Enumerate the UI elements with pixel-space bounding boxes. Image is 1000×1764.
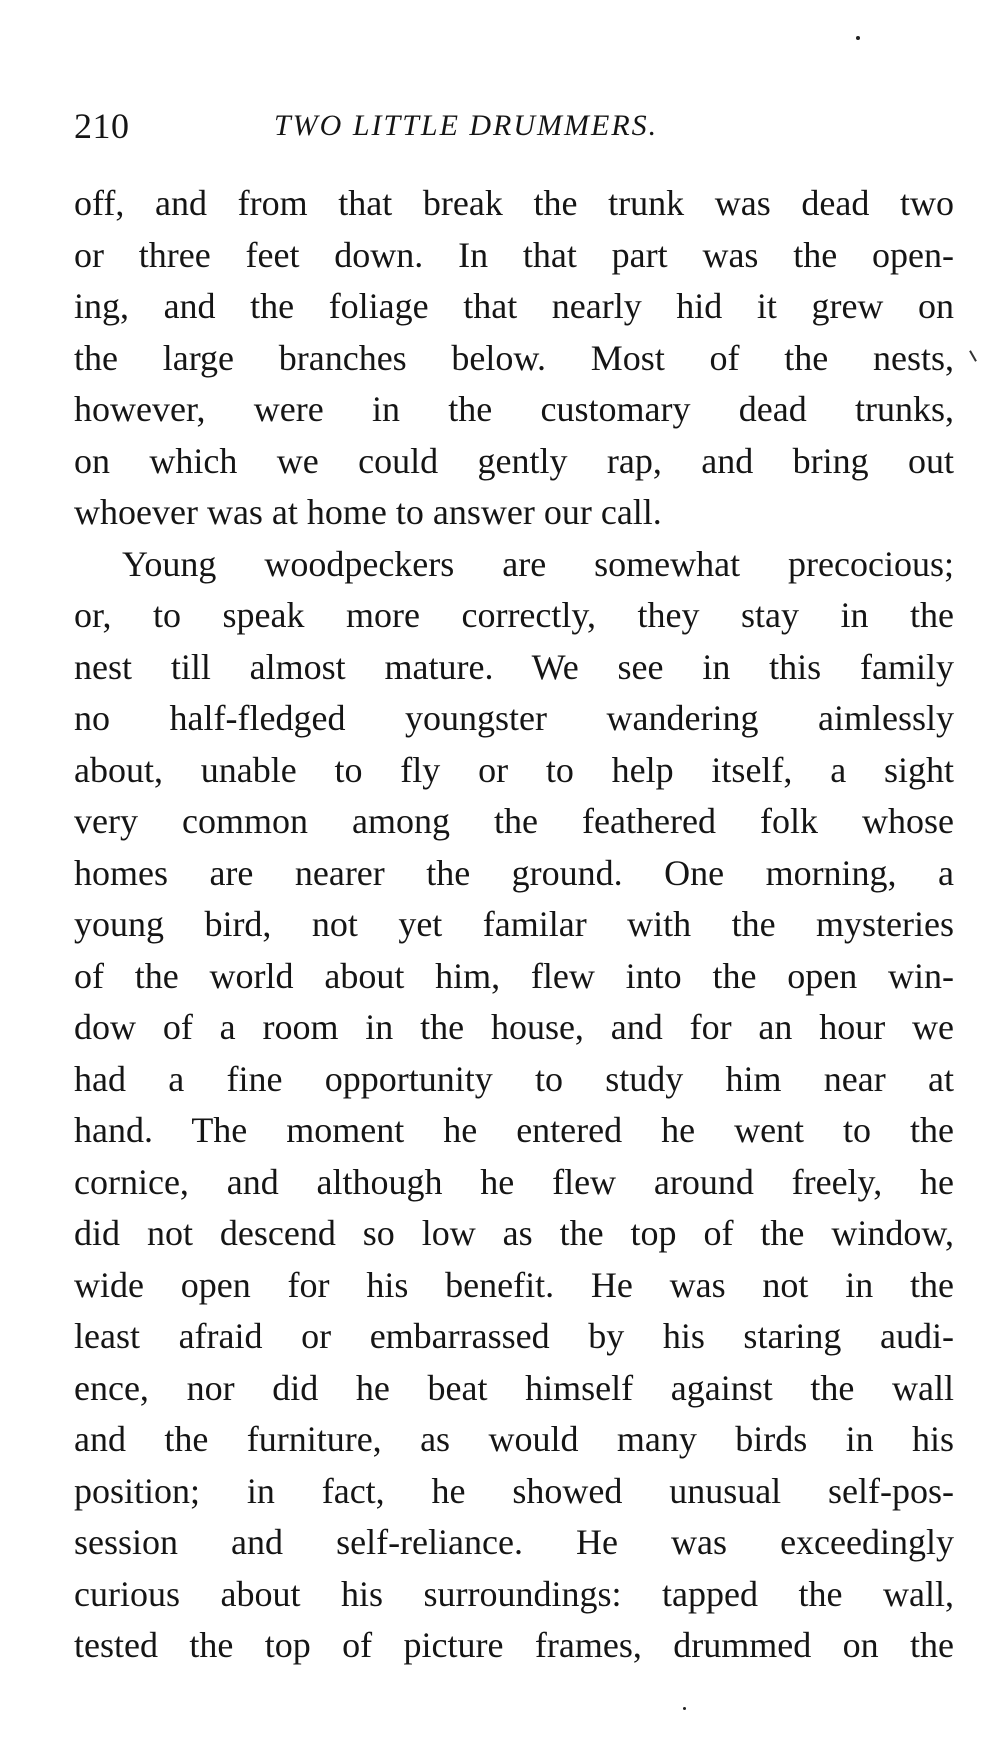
text-line: however, were in the customary dead trunks, [74, 389, 954, 429]
text-line: nest till almost mature. We see in this family [74, 646, 954, 687]
running-title: TWO LITTLE DRUMMERS. [274, 109, 659, 142]
ink-mark [969, 350, 977, 361]
text-line: position; in fact, he showed unusual self-pos- [74, 1470, 954, 1511]
text-line: the large branches below. Most of the nests, [74, 337, 954, 378]
text-line: young bird, not yet familar with the mysteries [74, 904, 954, 944]
text-line: hand. The moment he entered he went to the [74, 1110, 954, 1150]
text-line: or, to speak more correctly, they stay in the [74, 595, 954, 635]
text-line: and the furniture, as would many birds in his [74, 1419, 954, 1459]
text-line: curious about his surroundings: tapped the wall, [74, 1573, 954, 1614]
text-line: homes are nearer the ground. One morning, a [74, 852, 954, 893]
text-line: or three feet down. In that part was the open- [74, 234, 954, 275]
text-line: of the world about him, flew into the open win- [74, 955, 954, 996]
text-line: tested the top of picture frames, drummed on the [74, 1625, 954, 1665]
ink-speck [856, 36, 860, 40]
text-line: session and self-reliance. He was exceedingly [74, 1522, 954, 1562]
text-line: cornice, and although he flew around freely, he [74, 1161, 954, 1202]
paragraph-1 [74, 178, 954, 539]
running-head [74, 104, 954, 148]
ink-speck [683, 1707, 686, 1710]
page-number: 210 [74, 106, 130, 146]
text-line: on which we could gently rap, and bring out [74, 440, 954, 481]
text-line: Young woodpeckers are somewhat precocious; [122, 543, 954, 584]
body-text [74, 178, 954, 1672]
paragraph-2 [74, 539, 954, 1672]
text-line: about, unable to fly or to help itself, a sight [74, 749, 954, 790]
text-line: no half-fledged youngster wandering aimlessly [74, 698, 954, 738]
text-line: did not descend so low as the top of the window, [74, 1213, 954, 1253]
text-line: whoever was at home to answer our call. [74, 492, 662, 532]
text-line: very common among the feathered folk whose [74, 801, 954, 841]
text-line: off, and from that break the trunk was dead two [74, 183, 954, 223]
text-line: wide open for his benefit. He was not in the [74, 1264, 954, 1305]
text-line: least afraid or embarrassed by his staring audi- [74, 1316, 954, 1356]
text-line: ence, nor did he beat himself against the wall [74, 1367, 954, 1408]
text-line: ing, and the foliage that nearly hid it grew on [74, 286, 954, 326]
text-line: dow of a room in the house, and for an hour we [74, 1007, 954, 1047]
text-line: had a fine opportunity to study him near at [74, 1058, 954, 1099]
